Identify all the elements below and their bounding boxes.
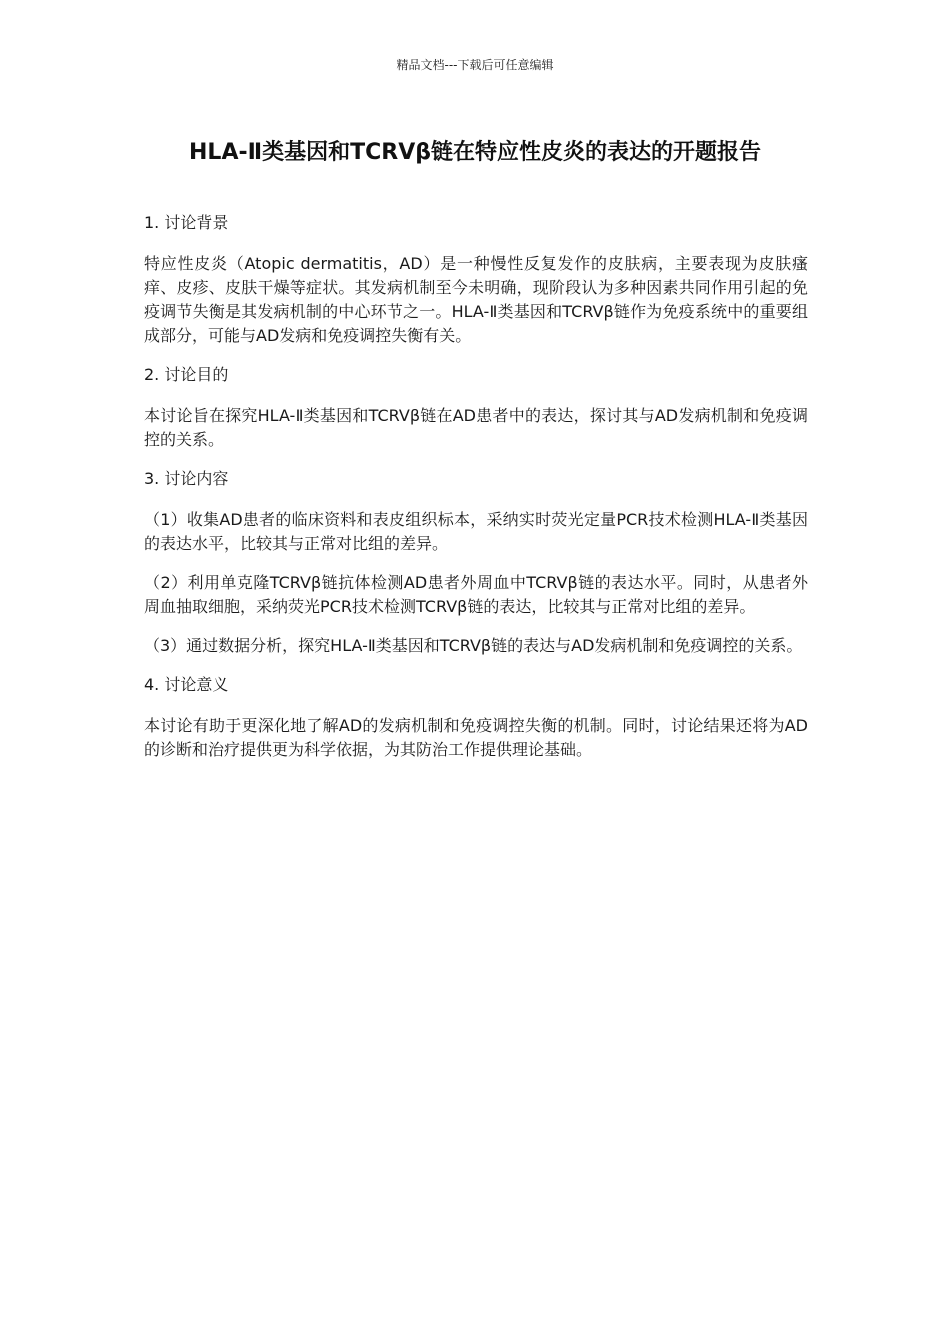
paragraph: 本讨论有助于更深化地了解AD的发病机制和免疫调控失衡的机制。同时，讨论结果还将为AD的诊断和治疗提供更为科学依据，为其防治工作提供理论基础。 bbox=[144, 716, 808, 759]
section-heading: 2. 讨论目的 bbox=[144, 365, 229, 384]
paragraph: （3）通过数据分析，探究HLA-Ⅱ类基因和TCRVβ链的表达与AD发病机制和免疫调控的关系。 bbox=[144, 636, 803, 655]
paragraph: （1）收集AD患者的临床资料和表皮组织标本，采纳实时荧光定量PCR技术检测HLA-Ⅱ类基因的表达水平，比较其与正常对比组的差异。 bbox=[144, 510, 808, 553]
section-purpose bbox=[144, 363, 808, 452]
page-header: 精品文档---下载后可任意编辑 bbox=[396, 58, 554, 72]
section-heading: 3. 讨论内容 bbox=[144, 469, 229, 488]
section-background bbox=[144, 211, 808, 348]
section-heading: 1. 讨论背景 bbox=[144, 213, 229, 232]
paragraph: 特应性皮炎（Atopic dermatitis，AD）是一种慢性反复发作的皮肤病，主要表现为皮肤瘙痒、皮疹、皮肤干燥等症状。其发病机制至今未明确，现阶段认为多种因素共同作用引起的免疫调节失衡是其发病机制的中心环节之一。HLA-Ⅱ类基因和TCRVβ链作为免疫系统中的重要组成部分，可能与AD发病和免疫调控失衡有关。 bbox=[144, 254, 808, 345]
section-heading: 4. 讨论意义 bbox=[144, 675, 229, 694]
section-significance bbox=[144, 673, 808, 762]
paragraph: 本讨论旨在探究HLA-Ⅱ类基因和TCRVβ链在AD患者中的表达，探讨其与AD发病机制和免疫调控的关系。 bbox=[144, 406, 808, 449]
document-body bbox=[144, 211, 808, 777]
paragraph: （2）利用单克隆TCRVβ链抗体检测AD患者外周血中TCRVβ链的表达水平。同时，从患者外周血抽取细胞，采纳荧光PCR技术检测TCRVβ链的表达，比较其与正常对比组的差异。 bbox=[144, 573, 808, 616]
section-content bbox=[144, 467, 808, 658]
document-title: HLA-Ⅱ类基因和TCRVβ链在特应性皮炎的表达的开题报告 bbox=[189, 140, 761, 165]
